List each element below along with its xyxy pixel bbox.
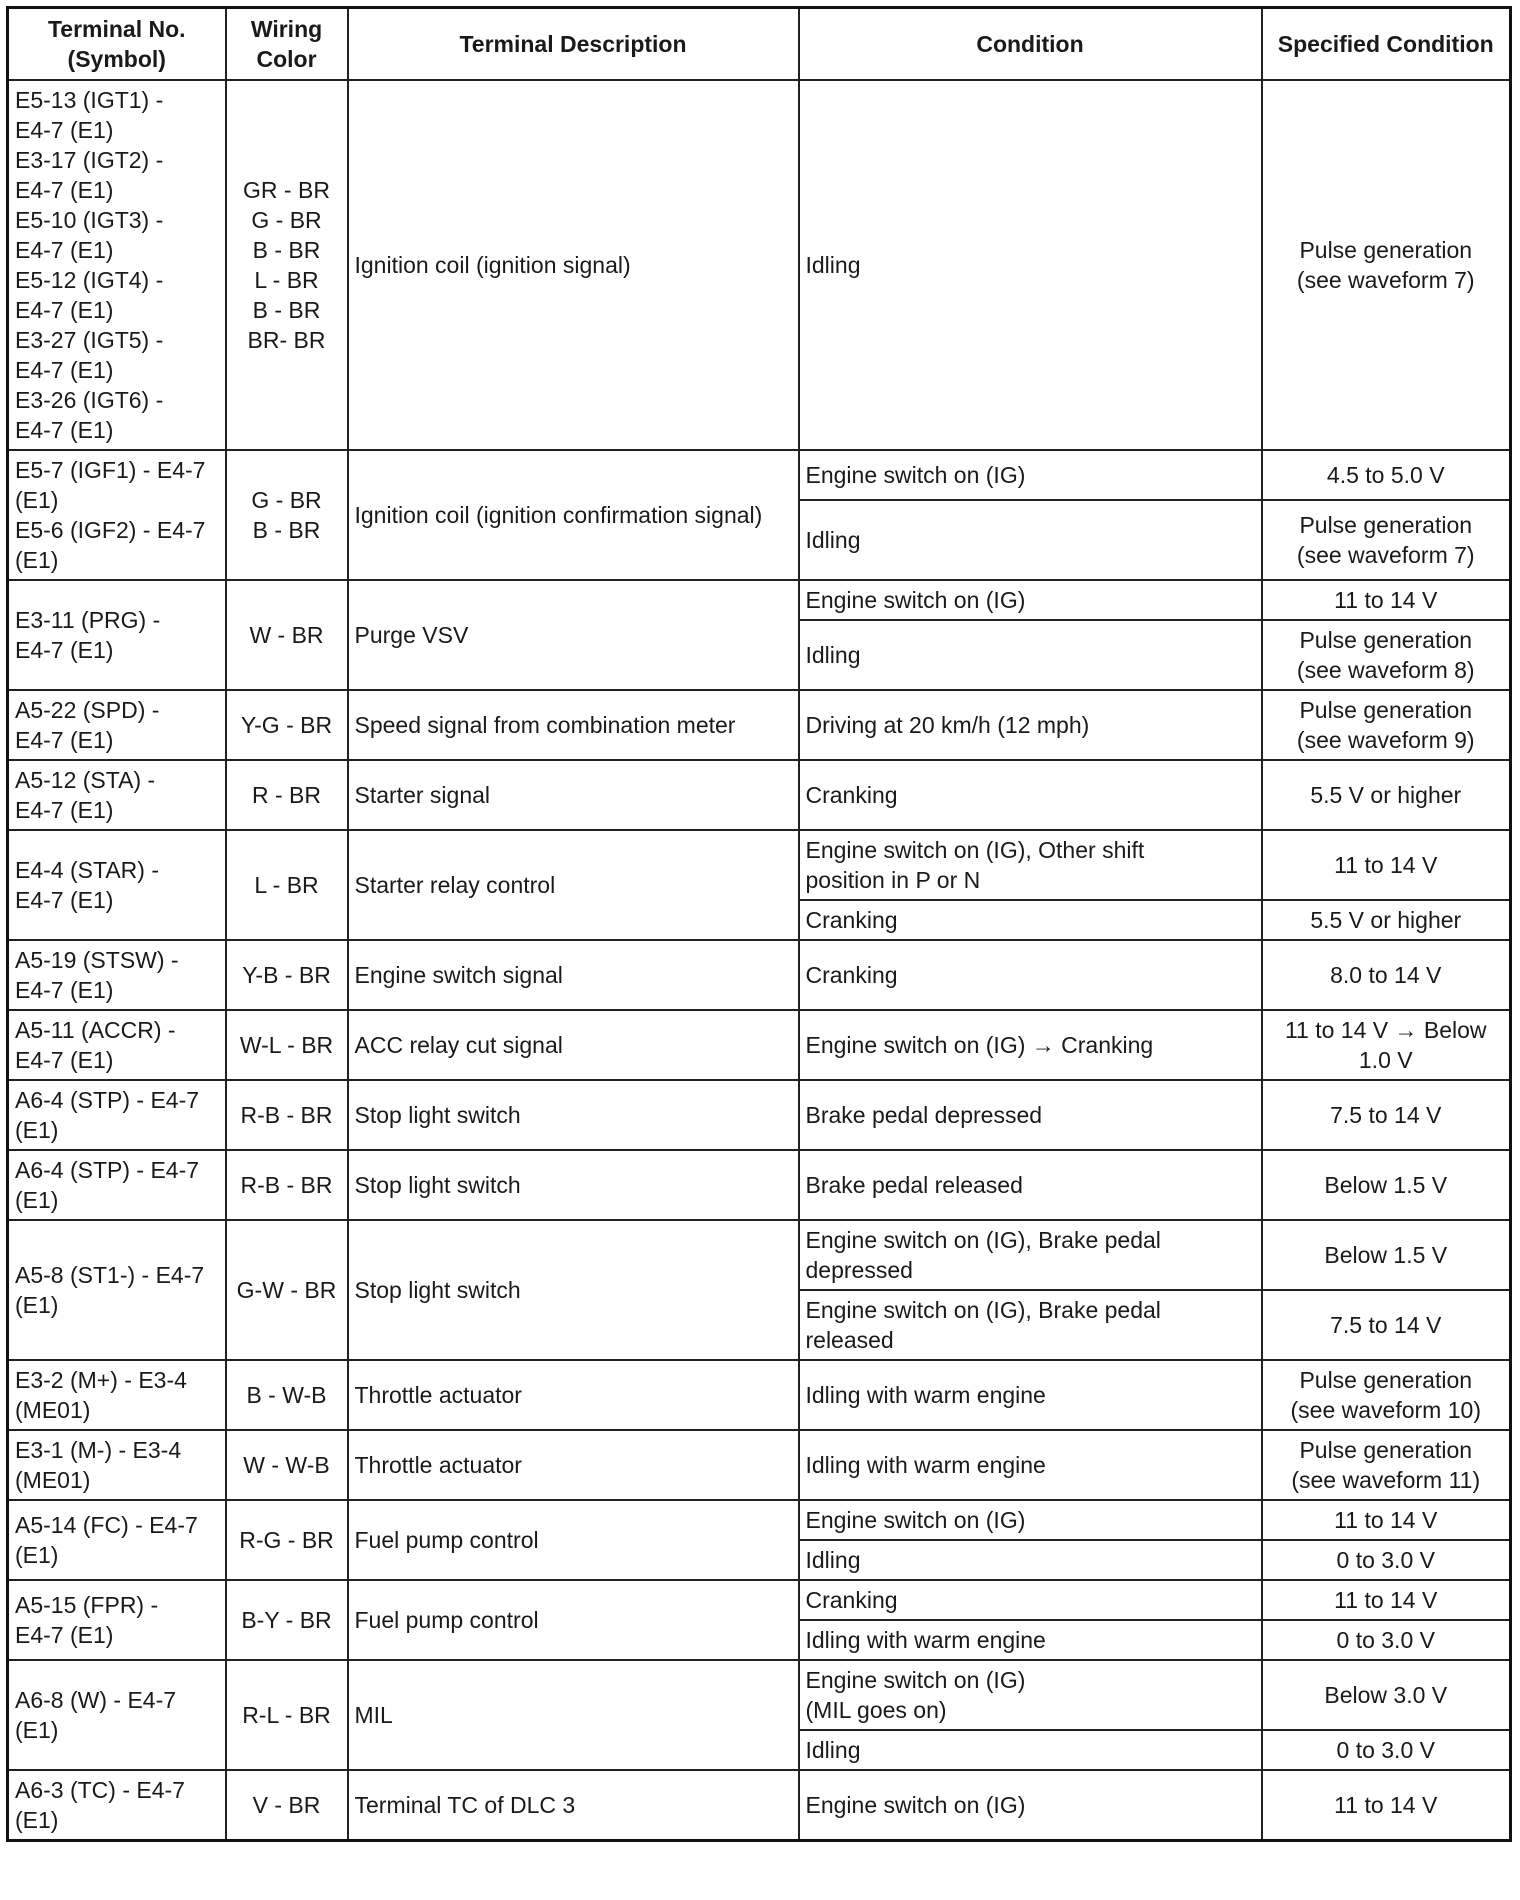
header-terminal: Terminal No. (Symbol) xyxy=(8,8,226,81)
table-row xyxy=(8,1430,1511,1500)
condition-cell: Engine switch on (IG), Brake pedal released xyxy=(799,1290,1262,1360)
header-terminal-description: Terminal Description xyxy=(348,8,799,81)
terminal-cell: A6-4 (STP) - E4-7 (E1) xyxy=(8,1080,226,1150)
terminal-cell: A5-12 (STA) - E4-7 (E1) xyxy=(8,760,226,830)
specified-condition-cell: Pulse generation (see waveform 9) xyxy=(1262,690,1511,760)
specified-condition-cell: 11 to 14 V xyxy=(1262,1770,1511,1841)
specified-condition-cell: 8.0 to 14 V xyxy=(1262,940,1511,1010)
terminal-description-cell: Stop light switch xyxy=(348,1150,799,1220)
condition-cell: Idling xyxy=(799,80,1262,450)
specified-condition-cell: 0 to 3.0 V xyxy=(1262,1730,1511,1770)
terminal-description-cell: Throttle actuator xyxy=(348,1360,799,1430)
terminal-cell: A6-4 (STP) - E4-7 (E1) xyxy=(8,1150,226,1220)
condition-cell: Engine switch on (IG) xyxy=(799,450,1262,500)
terminal-description-cell: Engine switch signal xyxy=(348,940,799,1010)
condition-cell: Cranking xyxy=(799,760,1262,830)
terminal-description-cell: ACC relay cut signal xyxy=(348,1010,799,1080)
terminal-description-cell: Speed signal from combination meter xyxy=(348,690,799,760)
wiring-color-cell: G - BR B - BR xyxy=(226,450,348,580)
wiring-color-cell: R - BR xyxy=(226,760,348,830)
specified-condition-cell: Below 1.5 V xyxy=(1262,1220,1511,1290)
specified-condition-cell: Below 3.0 V xyxy=(1262,1660,1511,1730)
table-row xyxy=(8,1770,1511,1841)
wiring-color-cell: R-G - BR xyxy=(226,1500,348,1580)
condition-cell: Idling with warm engine xyxy=(799,1430,1262,1500)
specified-condition-cell: 11 to 14 V xyxy=(1262,830,1511,900)
terminal-description-cell: Starter signal xyxy=(348,760,799,830)
terminal-cell: E5-13 (IGT1) - E4-7 (E1) E3-17 (IGT2) - E4-7 (E1) E5-10 (IGT3) - E4-7 (E1) E5-12 (IGT4) - E4-7 (E1) E3-27 (IGT5) - E4-7 (E1) E3-26 (IGT6) - E4-7 (E1) xyxy=(8,80,226,450)
terminal-description-cell: Ignition coil (ignition confirmation signal) xyxy=(348,450,799,580)
terminal-description-cell: Stop light switch xyxy=(348,1080,799,1150)
specified-condition-cell: Pulse generation (see waveform 10) xyxy=(1262,1360,1511,1430)
terminal-table xyxy=(6,6,1512,1842)
wiring-color-cell: Y-G - BR xyxy=(226,690,348,760)
terminal-description-cell: Stop light switch xyxy=(348,1220,799,1360)
header-condition: Condition xyxy=(799,8,1262,81)
condition-cell: Brake pedal depressed xyxy=(799,1080,1262,1150)
specified-condition-cell: 11 to 14 V xyxy=(1262,1500,1511,1540)
specified-condition-cell: 7.5 to 14 V xyxy=(1262,1080,1511,1150)
table-row xyxy=(8,940,1511,1010)
wiring-color-cell: W - W-B xyxy=(226,1430,348,1500)
wiring-color-cell: G-W - BR xyxy=(226,1220,348,1360)
specified-condition-cell: 7.5 to 14 V xyxy=(1262,1290,1511,1360)
condition-cell: Idling xyxy=(799,500,1262,580)
terminal-description-cell: Fuel pump control xyxy=(348,1500,799,1580)
wiring-color-cell: W-L - BR xyxy=(226,1010,348,1080)
terminal-description-cell: MIL xyxy=(348,1660,799,1770)
table-row xyxy=(8,580,1511,620)
table-row xyxy=(8,690,1511,760)
table-row xyxy=(8,1580,1511,1620)
terminal-cell: A6-3 (TC) - E4-7 (E1) xyxy=(8,1770,226,1841)
specified-condition-cell: Below 1.5 V xyxy=(1262,1150,1511,1220)
table-row xyxy=(8,1080,1511,1150)
wiring-color-cell: B-Y - BR xyxy=(226,1580,348,1660)
terminal-description-cell: Starter relay control xyxy=(348,830,799,940)
terminal-description-cell: Ignition coil (ignition signal) xyxy=(348,80,799,450)
specified-condition-cell: 11 to 14 V xyxy=(1262,580,1511,620)
condition-cell: Engine switch on (IG) (MIL goes on) xyxy=(799,1660,1262,1730)
condition-cell: Idling xyxy=(799,1540,1262,1580)
table-row xyxy=(8,80,1511,450)
terminal-cell: E5-7 (IGF1) - E4-7 (E1) E5-6 (IGF2) - E4-7 (E1) xyxy=(8,450,226,580)
condition-cell: Idling with warm engine xyxy=(799,1620,1262,1660)
table-header-row xyxy=(8,8,1511,81)
specified-condition-cell: Pulse generation (see waveform 8) xyxy=(1262,620,1511,690)
condition-cell: Engine switch on (IG), Brake pedal depressed xyxy=(799,1220,1262,1290)
terminal-cell: A5-19 (STSW) - E4-7 (E1) xyxy=(8,940,226,1010)
specified-condition-cell: 11 to 14 V → Below 1.0 V xyxy=(1262,1010,1511,1080)
condition-cell: Engine switch on (IG) xyxy=(799,580,1262,620)
wiring-color-cell: B - W-B xyxy=(226,1360,348,1430)
table-row xyxy=(8,1360,1511,1430)
specified-condition-cell: 5.5 V or higher xyxy=(1262,760,1511,830)
specified-condition-cell: 11 to 14 V xyxy=(1262,1580,1511,1620)
condition-cell: Idling xyxy=(799,620,1262,690)
specified-condition-cell: Pulse generation (see waveform 11) xyxy=(1262,1430,1511,1500)
specified-condition-cell: 5.5 V or higher xyxy=(1262,900,1511,940)
table-row xyxy=(8,1010,1511,1080)
table-row xyxy=(8,830,1511,900)
wiring-color-cell: R-B - BR xyxy=(226,1150,348,1220)
terminal-cell: E3-1 (M-) - E3-4 (ME01) xyxy=(8,1430,226,1500)
condition-cell: Cranking xyxy=(799,1580,1262,1620)
condition-cell: Idling xyxy=(799,1730,1262,1770)
table-row xyxy=(8,1500,1511,1540)
terminal-cell: A5-8 (ST1-) - E4-7 (E1) xyxy=(8,1220,226,1360)
wiring-color-cell: R-L - BR xyxy=(226,1660,348,1770)
condition-cell: Engine switch on (IG) xyxy=(799,1770,1262,1841)
condition-cell: Engine switch on (IG) xyxy=(799,1500,1262,1540)
header-specified-condition: Specified Condition xyxy=(1262,8,1511,81)
table-row xyxy=(8,1150,1511,1220)
terminal-description-cell: Fuel pump control xyxy=(348,1580,799,1660)
table-row xyxy=(8,450,1511,500)
wiring-color-cell: V - BR xyxy=(226,1770,348,1841)
condition-cell: Cranking xyxy=(799,900,1262,940)
terminal-cell: A5-11 (ACCR) - E4-7 (E1) xyxy=(8,1010,226,1080)
terminal-cell: A5-14 (FC) - E4-7 (E1) xyxy=(8,1500,226,1580)
specified-condition-cell: 0 to 3.0 V xyxy=(1262,1540,1511,1580)
terminal-cell: A5-15 (FPR) - E4-7 (E1) xyxy=(8,1580,226,1660)
wiring-color-cell: Y-B - BR xyxy=(226,940,348,1010)
condition-cell: Cranking xyxy=(799,940,1262,1010)
terminal-cell: E3-11 (PRG) - E4-7 (E1) xyxy=(8,580,226,690)
terminal-cell: A6-8 (W) - E4-7 (E1) xyxy=(8,1660,226,1770)
header-wiring-color: Wiring Color xyxy=(226,8,348,81)
table-row xyxy=(8,1220,1511,1290)
table-row xyxy=(8,760,1511,830)
wiring-color-cell: R-B - BR xyxy=(226,1080,348,1150)
terminal-description-cell: Throttle actuator xyxy=(348,1430,799,1500)
wiring-color-cell: GR - BR G - BR B - BR L - BR B - BR BR- BR xyxy=(226,80,348,450)
condition-cell: Idling with warm engine xyxy=(799,1360,1262,1430)
terminal-description-cell: Terminal TC of DLC 3 xyxy=(348,1770,799,1841)
terminal-description-cell: Purge VSV xyxy=(348,580,799,690)
condition-cell: Engine switch on (IG), Other shift position in P or N xyxy=(799,830,1262,900)
terminal-cell: E4-4 (STAR) - E4-7 (E1) xyxy=(8,830,226,940)
specified-condition-cell: 0 to 3.0 V xyxy=(1262,1620,1511,1660)
wiring-color-cell: W - BR xyxy=(226,580,348,690)
table-row xyxy=(8,1660,1511,1730)
wiring-color-cell: L - BR xyxy=(226,830,348,940)
condition-cell: Engine switch on (IG) → Cranking xyxy=(799,1010,1262,1080)
table-body xyxy=(8,80,1511,1841)
condition-cell: Brake pedal released xyxy=(799,1150,1262,1220)
terminal-cell: A5-22 (SPD) - E4-7 (E1) xyxy=(8,690,226,760)
terminal-cell: E3-2 (M+) - E3-4 (ME01) xyxy=(8,1360,226,1430)
condition-cell: Driving at 20 km/h (12 mph) xyxy=(799,690,1262,760)
specified-condition-cell: Pulse generation (see waveform 7) xyxy=(1262,500,1511,580)
specified-condition-cell: Pulse generation (see waveform 7) xyxy=(1262,80,1511,450)
terminal-table-container xyxy=(6,6,1509,1842)
specified-condition-cell: 4.5 to 5.0 V xyxy=(1262,450,1511,500)
